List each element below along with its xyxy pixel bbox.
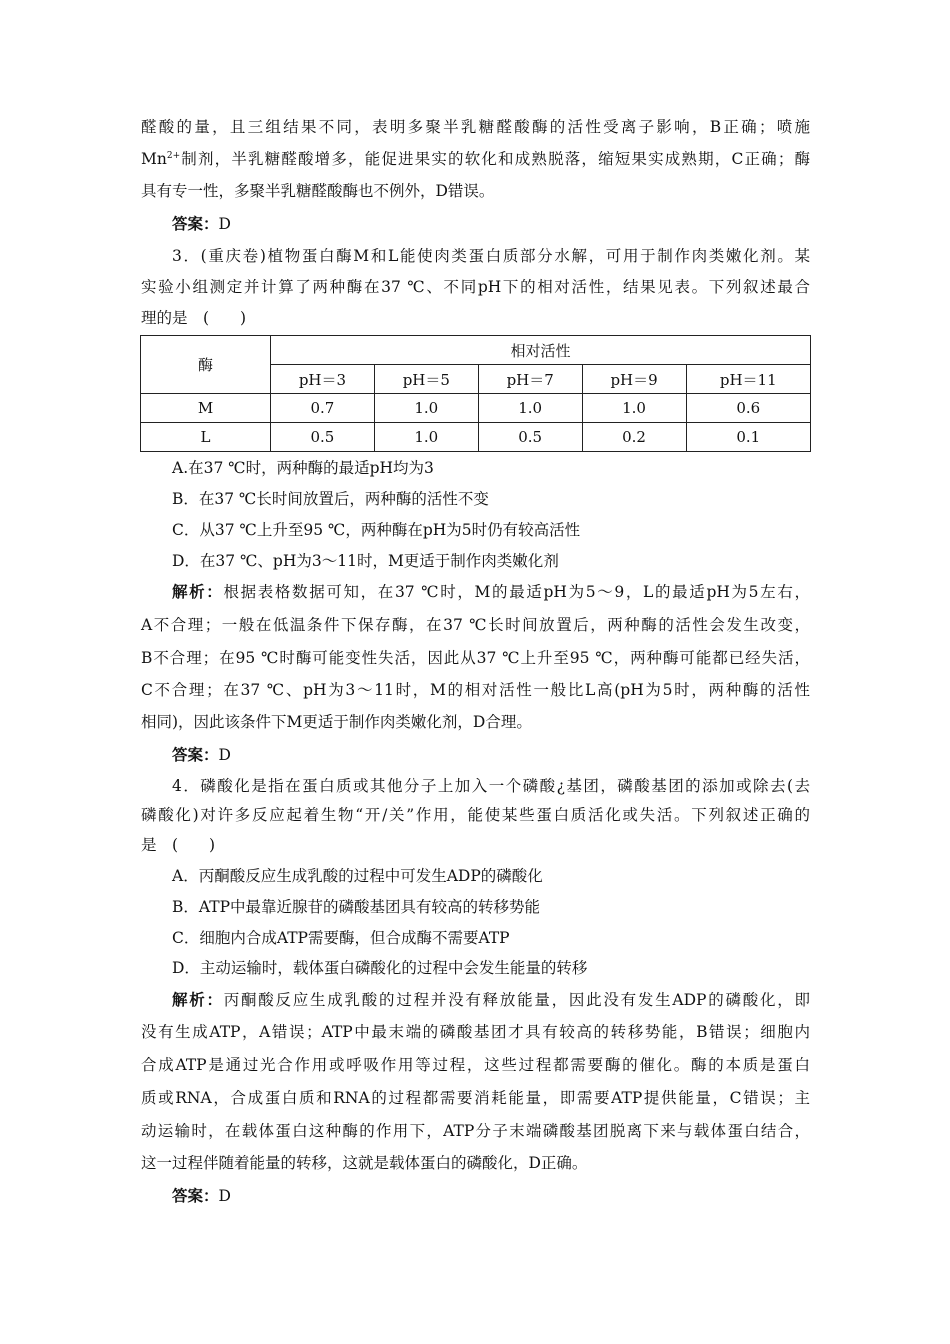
explanation-label: 解析： (172, 990, 224, 1009)
question-4-stem: 是 ( ) (141, 836, 216, 854)
explanation-label: 解析： (172, 582, 224, 601)
table-cell-enzyme: M (141, 394, 271, 423)
table-cell: 0.7 (271, 394, 375, 423)
explanation-line: 合成ATP是通过光合作用或呼吸作用等过程，这些过程都需要酶的催化。酶的本质是蛋白 (141, 1056, 810, 1074)
option-d: D．在37 ℃、pH为3～11时，M更适于制作肉类嫩化剂 (172, 552, 559, 570)
table-ph-header: pH＝5 (374, 365, 478, 394)
table-ph-header: pH＝3 (271, 365, 375, 394)
table-row (141, 394, 811, 423)
table-cell: 1.0 (374, 394, 478, 423)
answer-line (172, 214, 810, 234)
explanation-line: B不合理；在95 ℃时酶可能变性失活，因此从37 ℃上升至95 ℃，两种酶可能都已经失活， (141, 649, 810, 667)
question-3-stem: 理的是 ( ) (141, 309, 247, 327)
option-a: A．丙酮酸反应生成乳酸的过程中可发生ADP的磷酸化 (172, 867, 543, 885)
table-ph-header: pH＝7 (478, 365, 582, 394)
answer-value: D (218, 215, 231, 233)
table-cell: 1.0 (478, 394, 582, 423)
answer-line (172, 1186, 810, 1206)
ion-charge: 2+ (166, 151, 181, 161)
question-4-stem: 4．磷酸化是指在蛋白质或其他分子上加入一个磷酸¿基团，磷酸基团的添加或除去(去 (172, 777, 810, 795)
option-a: A.在37 ℃时，两种酶的最适pH均为3 (172, 459, 434, 477)
table-cell: 0.5 (478, 423, 582, 452)
explanation-line: 这一过程伴随着能量的转移，这就是载体蛋白的磷酸化，D正确。 (141, 1154, 588, 1172)
activity-table (140, 335, 811, 452)
table-cell: 0.6 (686, 394, 811, 423)
explanation-line (172, 582, 810, 602)
option-d: D．主动运输时，载体蛋白磷酸化的过程中会发生能量的转移 (172, 959, 588, 977)
answer-value: D (218, 746, 231, 764)
option-c: C．从37 ℃上升至95 ℃，两种酶在pH为5时仍有较高活性 (172, 521, 581, 539)
question-3-stem: 3．(重庆卷)植物蛋白酶M和L能使肉类蛋白质部分水解，可用于制作肉类嫩化剂。某 (172, 247, 810, 265)
table-cell: 1.0 (582, 394, 686, 423)
explanation-line: C不合理；在37 ℃、pH为3～11时，M的相对活性一般比L高(pH为5时，两种酶的活性 (141, 681, 810, 699)
text-span: 丙酮酸反应生成乳酸的过程并没有释放能量，因此没有发生ADP的磷酸化，即 (223, 991, 810, 1009)
table-cell: 0.1 (686, 423, 811, 452)
table-cell: 0.5 (271, 423, 375, 452)
text-span: 根据表格数据可知，在37 ℃时，M的最适pH为5～9，L的最适pH为5左右， (223, 583, 810, 601)
explanation-line (172, 990, 810, 1010)
question-4-stem: 磷酸化)对许多反应起着生物“开/关”作用，能使某些蛋白质活化或失活。下列叙述正确的 (141, 806, 810, 824)
explanation-line: 相同)，因此该条件下M更适于制作肉类嫩化剂，D合理。 (141, 713, 532, 731)
table-header-enzyme: 酶 (141, 336, 271, 394)
table-ph-header: pH＝9 (582, 365, 686, 394)
mn-symbol: Mn (141, 150, 167, 168)
explanation-line: 质或RNA，合成蛋白质和RNA的过程都需要消耗能量，即需要ATP提供能量，C错误；主 (141, 1089, 810, 1107)
answer-line (172, 745, 810, 765)
option-b: B．在37 ℃长时间放置后，两种酶的活性不变 (172, 490, 489, 508)
table-row (141, 423, 811, 452)
table-cell: 0.2 (582, 423, 686, 452)
table-ph-header: pH＝11 (686, 365, 811, 394)
table-header-activity: 相对活性 (271, 336, 811, 365)
table-cell: 1.0 (374, 423, 478, 452)
answer-label: 答案： (172, 214, 219, 233)
option-b: B．ATP中最靠近腺苷的磷酸基团具有较高的转移势能 (172, 898, 541, 916)
table-cell-enzyme: L (141, 423, 271, 452)
answer-value: D (218, 1187, 231, 1205)
answer-label: 答案： (172, 1186, 219, 1205)
explanation-line: A不合理；一般在低温条件下保存酶，在37 ℃长时间放置后，两种酶的活性会发生改变， (141, 616, 810, 634)
option-c: C．细胞内合成ATP需要酶，但合成酶不需要ATP (172, 929, 510, 947)
text-line: 具有专一性，多聚半乳糖醛酸酶也不例外，D错误。 (141, 182, 495, 200)
explanation-line: 动运输时，在载体蛋白这种酶的作用下，ATP分子末端磷酸基团脱离下来与载体蛋白结合， (141, 1122, 810, 1140)
explanation-line: 没有生成ATP，A错误；ATP中最末端的磷酸基团才具有较高的转移势能，B错误；细胞内 (141, 1023, 810, 1041)
question-3-stem: 实验小组测定并计算了两种酶在37 ℃、不同pH下的相对活性，结果见表。下列叙述最合 (141, 278, 810, 296)
answer-label: 答案： (172, 745, 219, 764)
text-line: 醛酸的量，且三组结果不同，表明多聚半乳糖醛酸酶的活性受离子影响，B正确；喷施 (141, 118, 810, 136)
text-span: 制剂，半乳糖醛酸增多，能促进果实的软化和成熟脱落，缩短果实成熟期，C正确；酶 (180, 150, 810, 168)
text-line (141, 149, 810, 169)
